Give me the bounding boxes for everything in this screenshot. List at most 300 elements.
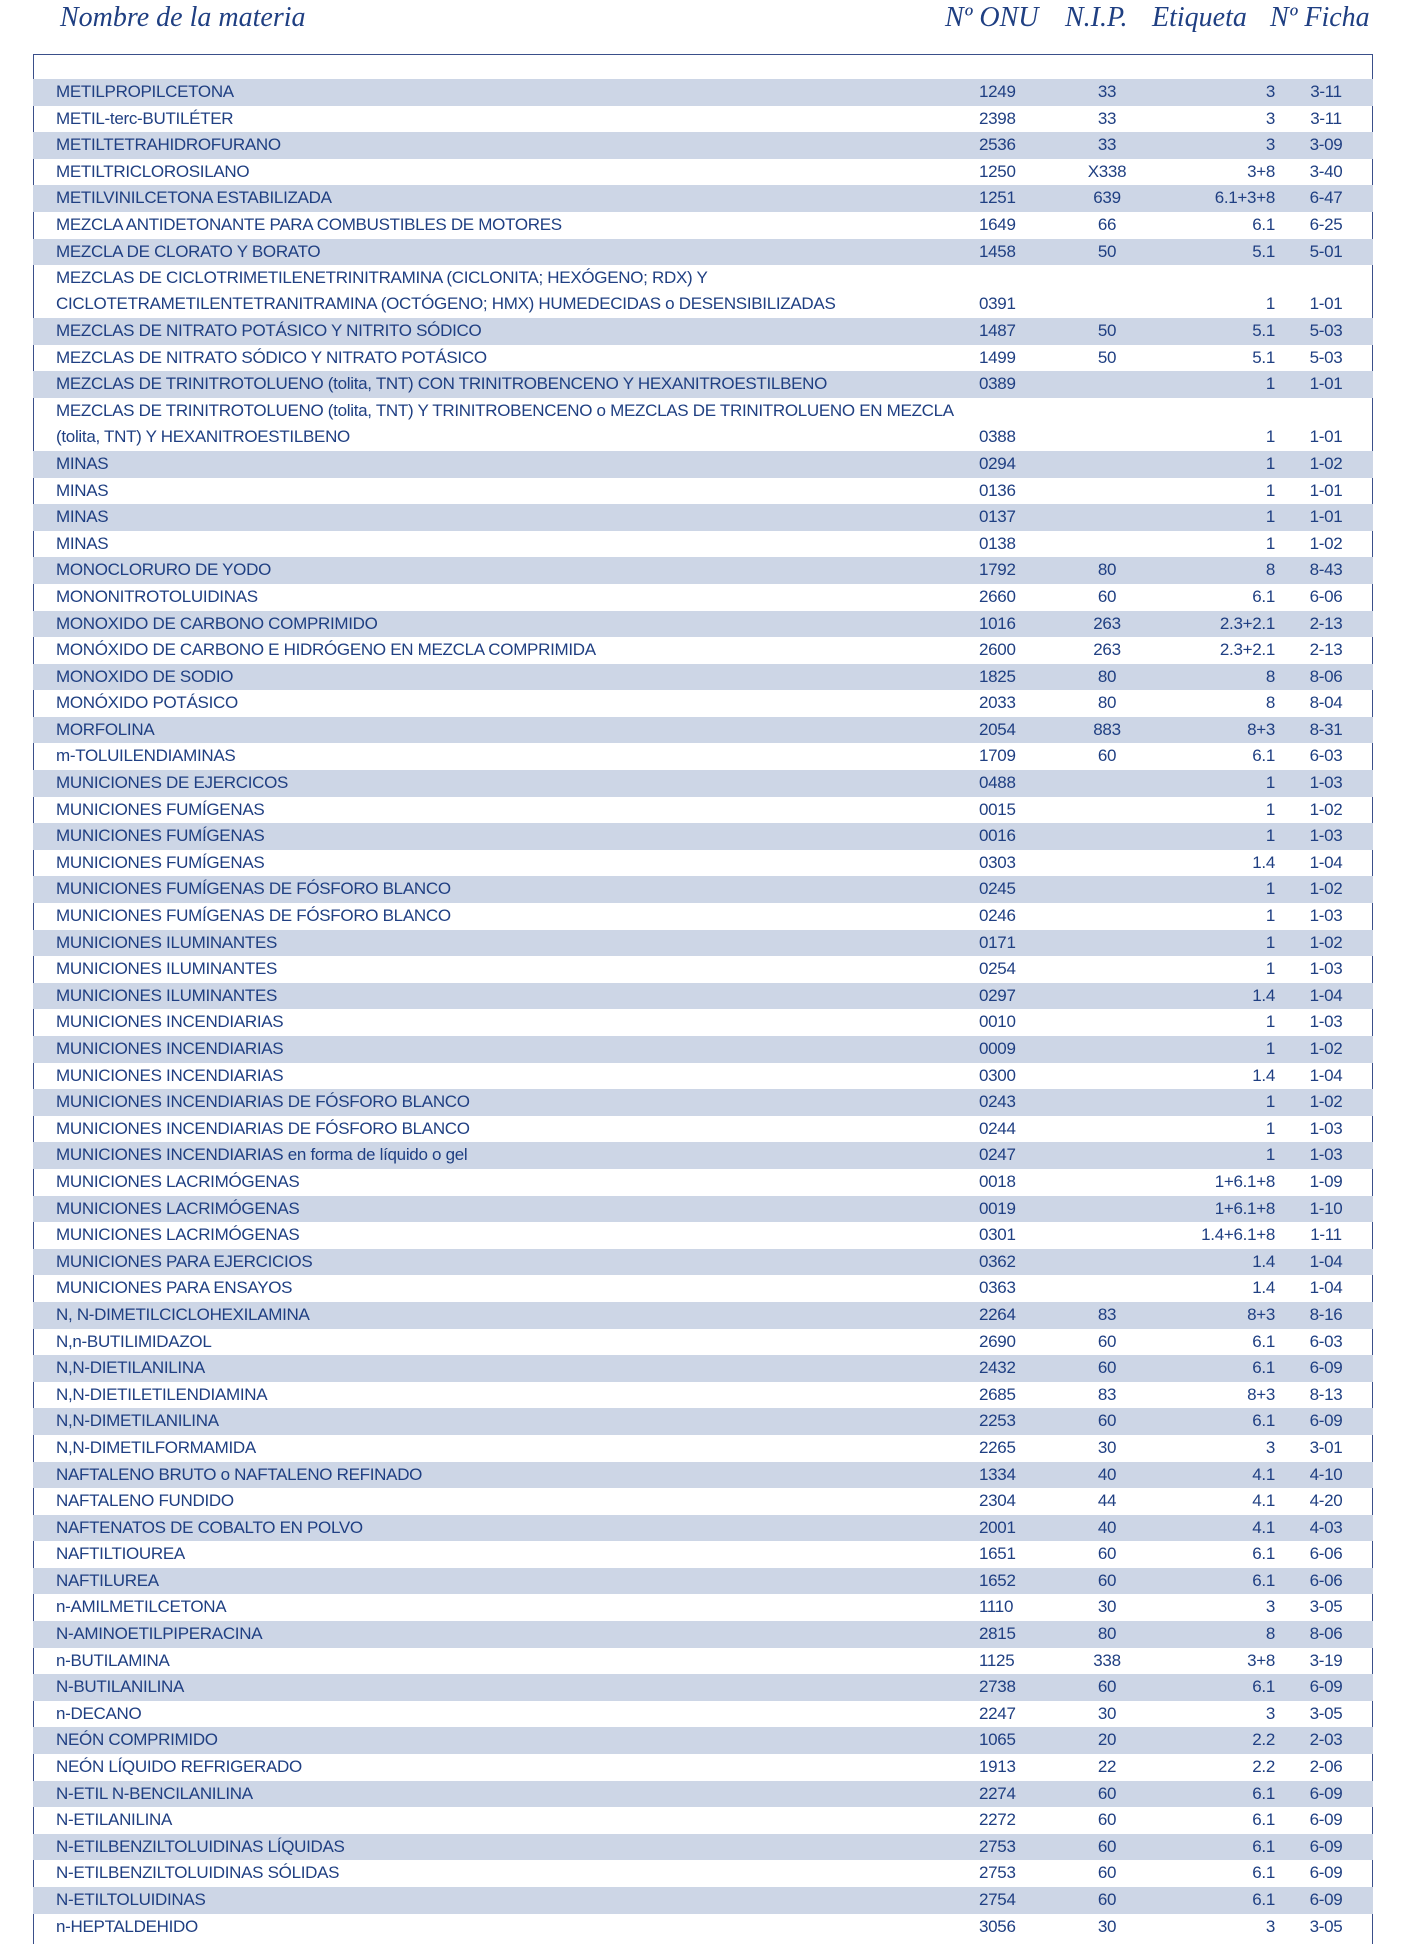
cell-onu: 2660 — [979, 586, 1016, 606]
cell-etiqueta: 8+3 — [1247, 1384, 1275, 1404]
cell-onu: 0136 — [979, 480, 1016, 500]
cell-etiqueta: 1.4 — [1252, 985, 1275, 1005]
cell-name: MINAS — [56, 507, 109, 527]
table-row — [33, 132, 1373, 159]
cell-name: MUNICIONES LACRIMÓGENAS — [56, 1171, 300, 1191]
cell-etiqueta: 3 — [1265, 1597, 1275, 1617]
cell-nip: 60 — [1097, 1890, 1117, 1909]
cell-etiqueta: 1 — [1265, 932, 1275, 952]
cell-onu: 1652 — [979, 1570, 1016, 1590]
table-row — [33, 1063, 1373, 1090]
cell-ficha: 6-09 — [1309, 1890, 1343, 1909]
table-row — [33, 1009, 1373, 1036]
table-row — [33, 1222, 1373, 1249]
cell-name: N,N-DIETILETILENDIAMINA — [56, 1384, 268, 1404]
table-body — [33, 79, 1373, 1940]
table-row — [33, 1488, 1373, 1515]
cell-etiqueta: 6.1 — [1252, 1544, 1275, 1564]
cell-nip: 639 — [1093, 188, 1121, 208]
cell-nip: 83 — [1097, 1384, 1117, 1404]
cell-etiqueta: 1 — [1265, 799, 1275, 819]
table-row — [33, 212, 1373, 239]
table-row — [33, 1727, 1373, 1754]
cell-etiqueta: 3 — [1265, 1703, 1275, 1723]
cell-etiqueta: 6.1 — [1252, 746, 1275, 766]
cell-etiqueta: 1 — [1265, 294, 1275, 314]
table-row — [33, 637, 1373, 664]
cell-ficha: 8-04 — [1309, 693, 1343, 713]
cell-name: MONOCLORURO DE YODO — [56, 560, 272, 580]
cell-nip: 60 — [1097, 746, 1117, 766]
table-row — [33, 1275, 1373, 1302]
cell-etiqueta: 8+3 — [1247, 1304, 1275, 1324]
cell-ficha: 1-02 — [1309, 1092, 1343, 1112]
cell-etiqueta: 6.1 — [1252, 1358, 1275, 1378]
cell-nip: 40 — [1097, 1464, 1117, 1484]
cell-etiqueta: 1 — [1265, 1145, 1275, 1165]
table-row — [33, 930, 1373, 957]
cell-etiqueta: 6.1+3+8 — [1214, 188, 1275, 208]
cell-etiqueta: 6.1 — [1252, 1677, 1275, 1697]
cell-etiqueta: 1 — [1265, 480, 1275, 500]
cell-name: METILTETRAHIDROFURANO — [56, 135, 281, 155]
cell-ficha: 1-02 — [1309, 932, 1343, 952]
cell-ficha: 4-10 — [1309, 1464, 1343, 1484]
cell-onu: 1250 — [979, 161, 1016, 181]
cell-onu: 1651 — [979, 1544, 1016, 1564]
cell-etiqueta: 6.1 — [1252, 214, 1275, 234]
cell-etiqueta: 3 — [1265, 1437, 1275, 1457]
cell-etiqueta: 3+8 — [1247, 161, 1275, 181]
cell-ficha: 6-06 — [1309, 586, 1343, 606]
cell-onu: 2264 — [979, 1304, 1016, 1324]
cell-nip: 66 — [1097, 214, 1117, 234]
cell-ficha: 6-09 — [1309, 1677, 1343, 1697]
table-row — [33, 1781, 1373, 1808]
cell-onu: 0138 — [979, 533, 1016, 553]
cell-onu: 1249 — [979, 82, 1016, 101]
cell-nip: 33 — [1097, 108, 1117, 128]
cell-etiqueta: 1 — [1265, 1092, 1275, 1112]
cell-nip: 60 — [1097, 1863, 1117, 1883]
cell-etiqueta: 1 — [1265, 374, 1275, 394]
cell-onu: 0294 — [979, 453, 1016, 473]
cell-onu: 1251 — [979, 188, 1016, 208]
cell-onu: 1065 — [979, 1730, 1016, 1750]
cell-ficha: 3-40 — [1309, 161, 1343, 181]
cell-onu: 2304 — [979, 1491, 1016, 1511]
table-row — [33, 1834, 1373, 1861]
table-row — [33, 451, 1373, 478]
cell-onu: 1709 — [979, 746, 1016, 766]
cell-onu: 0171 — [979, 932, 1016, 952]
table-row — [33, 239, 1373, 266]
cell-etiqueta: 1 — [1265, 533, 1275, 553]
cell-name: MUNICIONES ILUMINANTES — [56, 985, 278, 1005]
cell-onu: 1649 — [979, 214, 1016, 234]
cell-name: MORFOLINA — [56, 719, 155, 739]
table-row — [33, 1701, 1373, 1728]
table-row — [33, 1116, 1373, 1143]
cell-name: MUNICIONES LACRIMÓGENAS — [56, 1198, 300, 1218]
table-row — [33, 1036, 1373, 1063]
cell-ficha: 3-11 — [1310, 108, 1342, 128]
table-row — [33, 1754, 1373, 1781]
cell-etiqueta: 6.1 — [1252, 1810, 1275, 1830]
cell-etiqueta: 1 — [1265, 906, 1275, 926]
cell-etiqueta: 3 — [1265, 108, 1275, 128]
cell-etiqueta: 2.2 — [1252, 1757, 1275, 1777]
cell-nip: 60 — [1097, 1836, 1117, 1856]
table-row — [33, 504, 1373, 531]
cell-ficha: 1-02 — [1309, 879, 1343, 899]
header-etiqueta: Etiqueta — [1152, 2, 1247, 33]
cell-etiqueta: 1 — [1265, 507, 1275, 527]
cell-name: MUNICIONES FUMÍGENAS DE FÓSFORO BLANCO — [56, 879, 451, 899]
cell-nip: 30 — [1097, 1597, 1117, 1617]
cell-ficha: 1-01 — [1309, 374, 1343, 394]
cell-etiqueta: 8 — [1265, 693, 1275, 713]
cell-etiqueta: 1+6.1+8 — [1214, 1171, 1275, 1191]
cell-etiqueta: 6.1 — [1252, 1783, 1275, 1803]
cell-nip: 60 — [1097, 1358, 1117, 1378]
cell-name: NAFTALENO BRUTO o NAFTALENO REFINADO — [56, 1464, 423, 1484]
cell-ficha: 1-02 — [1309, 1039, 1343, 1058]
cell-name: MUNICIONES PARA EJERCICIOS — [56, 1251, 313, 1271]
table-row — [33, 1382, 1373, 1409]
cell-ficha: 1-03 — [1309, 773, 1343, 793]
cell-onu: 0254 — [979, 959, 1016, 979]
cell-ficha: 2-13 — [1309, 640, 1343, 660]
cell-name: NEÓN LÍQUIDO REFRIGERADO — [56, 1757, 302, 1777]
cell-name: N, N-DIMETILCICLOHEXILAMINA — [56, 1304, 310, 1324]
cell-nip: X338 — [1087, 161, 1127, 181]
cell-name: MUNICIONES INCENDIARIAS DE FÓSFORO BLANCO — [56, 1092, 470, 1112]
cell-name: MUNICIONES PARA ENSAYOS — [56, 1278, 293, 1298]
cell-onu: 1487 — [979, 321, 1016, 341]
cell-nip: 263 — [1093, 613, 1121, 633]
cell-ficha: 6-03 — [1309, 746, 1343, 766]
cell-ficha: 2-03 — [1309, 1730, 1343, 1750]
cell-ficha: 8-43 — [1309, 560, 1343, 580]
table-row — [33, 1914, 1373, 1941]
cell-etiqueta: 8 — [1265, 666, 1275, 686]
cell-onu: 1499 — [979, 347, 1016, 367]
cell-name: METILPROPILCETONA — [56, 82, 234, 101]
cell-nip: 60 — [1097, 1677, 1117, 1697]
cell-onu: 2600 — [979, 640, 1016, 660]
cell-onu: 1016 — [979, 613, 1016, 633]
cell-name: N-ETILANILINA — [56, 1810, 173, 1830]
cell-nip: 80 — [1097, 1624, 1117, 1644]
cell-onu: 0297 — [979, 985, 1016, 1005]
cell-ficha: 1-04 — [1309, 852, 1343, 872]
cell-name: MONOXIDO DE SODIO — [56, 666, 234, 686]
cell-etiqueta: 6.1 — [1252, 1890, 1275, 1909]
table-row — [33, 1196, 1373, 1223]
cell-ficha: 3-05 — [1309, 1703, 1343, 1723]
cell-onu: 1125 — [979, 1650, 1015, 1670]
table-row — [33, 770, 1373, 797]
table-row — [33, 478, 1373, 505]
cell-onu: 2738 — [979, 1677, 1016, 1697]
cell-etiqueta: 1 — [1265, 1039, 1275, 1058]
table-row — [33, 318, 1373, 345]
table-row — [33, 106, 1373, 133]
cell-nip: 33 — [1097, 82, 1117, 101]
cell-name: MONÓXIDO POTÁSICO — [56, 693, 238, 713]
cell-ficha: 3-11 — [1310, 82, 1342, 101]
cell-ficha: 6-06 — [1309, 1570, 1343, 1590]
cell-onu: 2272 — [979, 1810, 1016, 1830]
cell-ficha: 1-03 — [1309, 959, 1343, 979]
cell-ficha: 8-06 — [1309, 1624, 1343, 1644]
cell-ficha: 6-03 — [1309, 1331, 1343, 1351]
cell-name: MEZCLA ANTIDETONANTE PARA COMBUSTIBLES DE MOTORES — [56, 214, 562, 234]
table-row — [33, 664, 1373, 691]
table-row — [33, 1169, 1373, 1196]
cell-name: MUNICIONES FUMÍGENAS — [56, 826, 265, 846]
cell-nip: 40 — [1097, 1517, 1117, 1537]
table-row — [33, 345, 1373, 372]
table-row — [33, 850, 1373, 877]
cell-ficha: 1-02 — [1309, 453, 1343, 473]
cell-etiqueta: 5.1 — [1252, 241, 1275, 261]
table-row — [33, 371, 1373, 398]
cell-onu: 0018 — [979, 1171, 1016, 1191]
cell-ficha: 1-01 — [1309, 294, 1343, 314]
cell-name: NAFTILUREA — [56, 1570, 159, 1590]
table-row — [33, 1462, 1373, 1489]
cell-name: NAFTILTIOUREA — [56, 1544, 185, 1564]
table-row — [33, 1515, 1373, 1542]
cell-ficha: 8-16 — [1309, 1304, 1343, 1324]
cell-etiqueta: 8 — [1265, 1624, 1275, 1644]
cell-ficha: 1-04 — [1309, 985, 1343, 1005]
cell-ficha: 1-11 — [1310, 1225, 1342, 1245]
table-row — [33, 797, 1373, 824]
table-row — [33, 956, 1373, 983]
cell-name: MONOXIDO DE CARBONO COMPRIMIDO — [56, 613, 378, 633]
cell-ficha: 6-25 — [1309, 214, 1343, 234]
cell-name: m-TOLUILENDIAMINAS — [56, 746, 236, 766]
cell-onu: 0389 — [979, 374, 1016, 394]
cell-name: MUNICIONES FUMÍGENAS — [56, 799, 265, 819]
cell-name: MUNICIONES INCENDIARIAS DE FÓSFORO BLANCO — [56, 1118, 470, 1138]
cell-name: METILTRICLOROSILANO — [56, 161, 250, 181]
cell-etiqueta: 8 — [1265, 560, 1275, 580]
table-row — [33, 557, 1373, 584]
cell-onu: 2033 — [979, 693, 1016, 713]
cell-nip: 30 — [1097, 1703, 1117, 1723]
cell-nip: 60 — [1097, 1411, 1117, 1431]
cell-onu: 2685 — [979, 1384, 1016, 1404]
cell-name: MUNICIONES INCENDIARIAS — [56, 1012, 284, 1032]
cell-nip: 30 — [1097, 1916, 1117, 1936]
cell-ficha: 1-03 — [1309, 826, 1343, 846]
cell-onu: 0388 — [979, 426, 1016, 446]
cell-etiqueta: 6.1 — [1252, 1411, 1275, 1431]
cell-nip: 60 — [1097, 1810, 1117, 1830]
cell-onu: 0247 — [979, 1145, 1016, 1165]
cell-onu: 0303 — [979, 852, 1016, 872]
cell-ficha: 8-13 — [1309, 1384, 1343, 1404]
table-row — [33, 398, 1373, 451]
cell-ficha: 8-06 — [1309, 666, 1343, 686]
cell-ficha: 2-13 — [1309, 613, 1343, 633]
cell-nip: 883 — [1093, 719, 1121, 739]
cell-etiqueta: 1+6.1+8 — [1214, 1198, 1275, 1218]
cell-name: MUNICIONES ILUMINANTES — [56, 932, 278, 952]
cell-etiqueta: 3+8 — [1247, 1650, 1275, 1670]
table-row — [33, 1142, 1373, 1169]
cell-onu: 1110 — [979, 1597, 1014, 1617]
cell-ficha: 4-20 — [1309, 1491, 1343, 1511]
cell-onu: 2001 — [979, 1517, 1016, 1537]
cell-onu: 0245 — [979, 879, 1016, 899]
cell-nip: 60 — [1097, 586, 1117, 606]
cell-nip: 263 — [1093, 640, 1121, 660]
cell-etiqueta: 6.1 — [1252, 1331, 1275, 1351]
cell-ficha: 3-01 — [1309, 1437, 1343, 1457]
cell-name: MEZCLAS DE TRINITROTOLUENO (tolita, TNT) CON TRINITROBENCENO Y HEXANITROESTILBENO — [56, 374, 828, 394]
cell-name: METILVINILCETONA ESTABILIZADA — [56, 188, 332, 208]
table-row — [33, 1541, 1373, 1568]
cell-name: MUNICIONES DE EJERCICOS — [56, 773, 289, 793]
cell-ficha: 2-06 — [1309, 1757, 1343, 1777]
cell-nip: 83 — [1097, 1304, 1117, 1324]
cell-etiqueta: 6.1 — [1252, 1836, 1275, 1856]
table-row — [33, 185, 1373, 212]
cell-nip: 80 — [1097, 560, 1117, 580]
table-row — [33, 823, 1373, 850]
cell-name: N-ETILBENZILTOLUIDINAS SÓLIDAS — [56, 1863, 340, 1883]
cell-etiqueta: 1 — [1265, 1118, 1275, 1138]
table-row — [33, 1568, 1373, 1595]
cell-onu: 2753 — [979, 1863, 1016, 1883]
cell-name: MONÓXIDO DE CARBONO E HIDRÓGENO EN MEZCLA COMPRIMIDA — [56, 640, 596, 660]
cell-ficha: 6-09 — [1309, 1836, 1343, 1856]
cell-nip: 80 — [1097, 666, 1117, 686]
cell-onu: 2815 — [979, 1624, 1016, 1644]
cell-ficha: 3-05 — [1309, 1916, 1343, 1936]
cell-ficha: 1-03 — [1309, 1012, 1343, 1032]
cell-onu: 0137 — [979, 507, 1016, 527]
cell-onu: 2536 — [979, 135, 1016, 155]
header-onu: Nº ONU — [945, 2, 1039, 33]
cell-nip: 338 — [1093, 1650, 1121, 1670]
cell-ficha: 6-09 — [1309, 1783, 1343, 1803]
cell-etiqueta: 1 — [1265, 453, 1275, 473]
cell-nip: 50 — [1097, 241, 1117, 261]
cell-onu: 0363 — [979, 1278, 1016, 1298]
header-nip: N.I.P. — [1065, 2, 1128, 33]
cell-etiqueta: 1.4 — [1252, 1065, 1275, 1085]
cell-onu: 0362 — [979, 1251, 1016, 1271]
cell-name: MUNICIONES FUMÍGENAS DE FÓSFORO BLANCO — [56, 906, 451, 926]
cell-name: N-ETILTOLUIDINAS — [56, 1890, 206, 1909]
cell-etiqueta: 5.1 — [1252, 321, 1275, 341]
table-row — [33, 79, 1373, 106]
cell-onu: 0243 — [979, 1092, 1016, 1112]
cell-ficha: 1-03 — [1309, 906, 1343, 926]
cell-etiqueta: 1 — [1265, 773, 1275, 793]
cell-name: n-DECANO — [56, 1703, 142, 1723]
cell-ficha: 1-10 — [1309, 1198, 1343, 1218]
cell-onu: 2754 — [979, 1890, 1016, 1909]
cell-name: MUNICIONES INCENDIARIAS en forma de líquido o gel — [56, 1145, 468, 1165]
cell-name: MUNICIONES LACRIMÓGENAS — [56, 1225, 300, 1245]
cell-name: NAFTENATOS DE COBALTO EN POLVO — [56, 1517, 363, 1537]
table-row — [33, 717, 1373, 744]
table-row — [33, 1302, 1373, 1329]
table-header — [0, 0, 1408, 40]
cell-ficha: 3-09 — [1309, 135, 1343, 155]
cell-name: N-ETIL N-BENCILANILINA — [56, 1783, 253, 1803]
table-row — [33, 611, 1373, 638]
cell-etiqueta: 5.1 — [1252, 347, 1275, 367]
cell-onu: 0244 — [979, 1118, 1016, 1138]
cell-onu: 2274 — [979, 1783, 1016, 1803]
cell-etiqueta: 2.2 — [1252, 1730, 1275, 1750]
cell-name: MUNICIONES FUMÍGENAS — [56, 852, 265, 872]
table-row — [33, 1860, 1373, 1887]
cell-etiqueta: 6.1 — [1252, 1863, 1275, 1883]
cell-ficha: 6-09 — [1309, 1810, 1343, 1830]
cell-etiqueta: 1.4 — [1252, 1251, 1275, 1271]
cell-nip: 20 — [1097, 1730, 1117, 1750]
table-row — [33, 1329, 1373, 1356]
cell-ficha: 5-03 — [1309, 347, 1343, 367]
cell-etiqueta: 3 — [1265, 135, 1275, 155]
cell-onu: 0246 — [979, 906, 1016, 926]
cell-etiqueta: 1 — [1265, 1012, 1275, 1032]
cell-onu: 0019 — [979, 1198, 1016, 1218]
cell-ficha: 1-01 — [1309, 426, 1343, 446]
cell-name: N-AMINOETILPIPERACINA — [56, 1624, 263, 1644]
table-row — [33, 983, 1373, 1010]
cell-nip: 44 — [1097, 1491, 1117, 1511]
cell-ficha: 1-01 — [1309, 480, 1343, 500]
cell-etiqueta: 6.1 — [1252, 1570, 1275, 1590]
cell-onu: 0015 — [979, 799, 1016, 819]
cell-nip: 60 — [1097, 1331, 1117, 1351]
cell-ficha: 1-02 — [1309, 533, 1343, 553]
cell-ficha: 5-01 — [1309, 241, 1343, 261]
cell-name: N-ETILBENZILTOLUIDINAS LÍQUIDAS — [56, 1836, 345, 1856]
cell-name: n-BUTILAMINA — [56, 1650, 170, 1670]
cell-ficha: 5-03 — [1309, 321, 1343, 341]
cell-ficha: 8-31 — [1309, 719, 1343, 739]
cell-etiqueta: 8+3 — [1247, 719, 1275, 739]
cell-name: MONONITROTOLUIDINAS — [56, 586, 258, 606]
table-row — [33, 1674, 1373, 1701]
cell-onu: 2054 — [979, 719, 1016, 739]
cell-ficha: 6-09 — [1309, 1863, 1343, 1883]
table-row — [33, 1249, 1373, 1276]
cell-onu: 0301 — [979, 1225, 1016, 1245]
cell-etiqueta: 4.1 — [1252, 1464, 1275, 1484]
cell-ficha: 3-05 — [1309, 1597, 1343, 1617]
cell-onu: 1825 — [979, 666, 1016, 686]
cell-etiqueta: 1 — [1265, 426, 1275, 446]
cell-etiqueta: 2.3+2.1 — [1219, 640, 1275, 660]
cell-onu: 0016 — [979, 826, 1016, 846]
table-row — [33, 903, 1373, 930]
cell-name: MINAS — [56, 480, 109, 500]
cell-ficha: 1-04 — [1309, 1065, 1343, 1085]
cell-onu: 1913 — [979, 1757, 1016, 1777]
